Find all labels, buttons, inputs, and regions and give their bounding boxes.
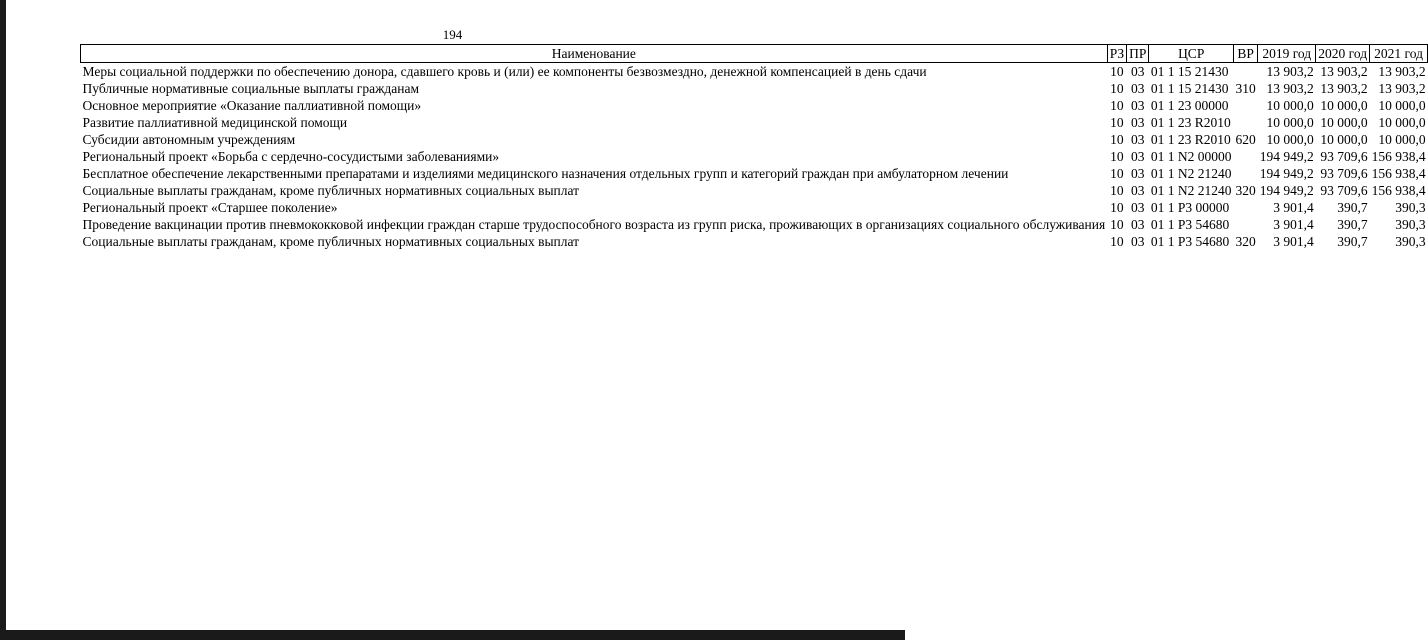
cell-pr: 03 [1131,98,1145,113]
cell-pr: 03 [1131,81,1145,96]
table-row [81,199,1428,216]
cell-y2020: 390,7 [1337,217,1368,232]
header-2019: 2019 год [1258,45,1316,63]
cell-name: Меры социальной поддержки по обеспечению донора, сдавшего кровь и (или) ее компоненты безвозмездно, денежной компенсацией в день сдачи [82,64,927,79]
cell-y2021: 10 000,0 [1378,115,1426,130]
cell-y2020: 390,7 [1337,200,1368,215]
cell-pr: 03 [1131,149,1145,164]
cell-vr: 320 [1235,234,1256,249]
cell-csr: 01 1 P3 54680 [1150,234,1230,249]
cell-pr: 03 [1131,115,1145,130]
header-pr: ПР [1127,45,1149,63]
table-row [81,233,1428,250]
cell-y2021: 390,3 [1395,200,1426,215]
cell-y2019: 13 903,2 [1266,81,1314,96]
cell-y2019: 3 901,4 [1273,234,1314,249]
cell-pr: 03 [1131,217,1145,232]
cell-pr: 03 [1131,234,1145,249]
cell-y2019: 194 949,2 [1259,183,1314,198]
header-name: Наименование [81,45,1108,63]
cell-y2019: 194 949,2 [1259,149,1314,164]
cell-y2019: 10 000,0 [1266,132,1314,147]
cell-name: Бесплатное обеспечение лекарственными препаратами и изделиями медицинского назначения отдельных групп и категорий граждан при амбулаторном лечении [82,166,1009,181]
header-csr: ЦСР [1149,45,1234,63]
cell-name: Развитие паллиативной медицинской помощи [82,115,348,130]
cell-csr: 01 1 N2 00000 [1150,149,1232,164]
cell-csr: 01 1 15 21430 [1150,81,1229,96]
cell-rz: 10 [1110,217,1124,232]
cell-y2019: 3 901,4 [1273,200,1314,215]
cell-y2019: 3 901,4 [1273,217,1314,232]
cell-csr: 01 1 23 00000 [1150,98,1229,113]
cell-vr [1234,216,1258,233]
cell-y2020: 13 903,2 [1320,81,1368,96]
table-row [81,216,1428,233]
cell-pr: 03 [1131,132,1145,147]
cell-pr: 03 [1131,166,1145,181]
header-2021: 2021 год [1370,45,1428,63]
cell-name: Региональный проект «Борьба с сердечно-сосудистыми заболеваниями» [82,149,500,164]
cell-rz: 10 [1110,200,1124,215]
cell-name: Субсидии автономным учреждениям [82,132,296,147]
cell-csr: 01 1 P3 00000 [1150,200,1230,215]
cell-csr: 01 1 23 R2010 [1150,115,1231,130]
cell-vr: 320 [1235,183,1256,198]
table-row [81,165,1428,182]
header-rz: РЗ [1107,45,1126,63]
cell-name: Социальные выплаты гражданам, кроме публичных нормативных социальных выплат [82,234,580,249]
cell-y2021: 156 938,4 [1371,166,1426,181]
cell-rz: 10 [1110,81,1124,96]
cell-vr [1234,97,1258,114]
cell-name: Публичные нормативные социальные выплаты гражданам [82,81,420,96]
cell-rz: 10 [1110,115,1124,130]
cell-vr [1234,199,1258,216]
cell-y2021: 390,3 [1395,217,1426,232]
cell-vr: 620 [1235,132,1256,147]
cell-vr [1234,63,1258,81]
scan-border-left [0,0,6,638]
cell-name: Основное мероприятие «Оказание паллиативной помощи» [82,98,422,113]
cell-name: Социальные выплаты гражданам, кроме публичных нормативных социальных выплат [82,183,580,198]
table-row [81,182,1428,199]
scan-border-bottom [0,630,905,640]
header-2020: 2020 год [1316,45,1370,63]
table-row [81,131,1428,148]
cell-y2020: 390,7 [1337,234,1368,249]
header-vr: ВР [1234,45,1258,63]
cell-rz: 10 [1110,183,1124,198]
cell-y2021: 156 938,4 [1371,149,1426,164]
cell-rz: 10 [1110,132,1124,147]
cell-y2021: 156 938,4 [1371,183,1426,198]
cell-rz: 10 [1110,64,1124,79]
page-number: 194 [442,27,463,42]
budget-table [80,44,1428,250]
cell-name: Региональный проект «Старшее поколение» [82,200,338,215]
cell-name: Проведение вакцинации против пневмококковой инфекции граждан старше трудоспособного возраста из групп риска, проживающих в организациях социального обслуживания [82,217,1106,232]
cell-y2020: 13 903,2 [1320,64,1368,79]
cell-y2019: 194 949,2 [1259,166,1314,181]
cell-csr: 01 1 N2 21240 [1150,166,1232,181]
table-row [81,114,1428,131]
cell-vr [1234,114,1258,131]
cell-y2020: 10 000,0 [1320,115,1368,130]
table-row [81,97,1428,114]
cell-y2021: 10 000,0 [1378,98,1426,113]
cell-y2020: 93 709,6 [1320,183,1368,198]
cell-y2019: 13 903,2 [1266,64,1314,79]
cell-vr: 310 [1235,81,1256,96]
cell-pr: 03 [1131,200,1145,215]
cell-y2021: 13 903,2 [1378,81,1426,96]
cell-pr: 03 [1131,64,1145,79]
cell-rz: 10 [1110,98,1124,113]
cell-csr: 01 1 N2 21240 [1150,183,1232,198]
cell-rz: 10 [1110,149,1124,164]
cell-y2021: 10 000,0 [1378,132,1426,147]
cell-vr [1234,165,1258,182]
cell-y2021: 13 903,2 [1378,64,1426,79]
cell-csr: 01 1 P3 54680 [1150,217,1230,232]
table-row [81,63,1428,81]
table-row [81,148,1428,165]
cell-csr: 01 1 23 R2010 [1150,132,1231,147]
cell-y2020: 10 000,0 [1320,98,1368,113]
table-header-row [81,45,1428,63]
cell-rz: 10 [1110,234,1124,249]
cell-y2020: 93 709,6 [1320,166,1368,181]
cell-y2019: 10 000,0 [1266,98,1314,113]
table-row [81,80,1428,97]
cell-y2020: 93 709,6 [1320,149,1368,164]
cell-y2021: 390,3 [1395,234,1426,249]
cell-pr: 03 [1131,183,1145,198]
cell-csr: 01 1 15 21430 [1150,64,1229,79]
cell-rz: 10 [1110,166,1124,181]
cell-y2019: 10 000,0 [1266,115,1314,130]
cell-vr [1234,148,1258,165]
cell-y2020: 10 000,0 [1320,132,1368,147]
